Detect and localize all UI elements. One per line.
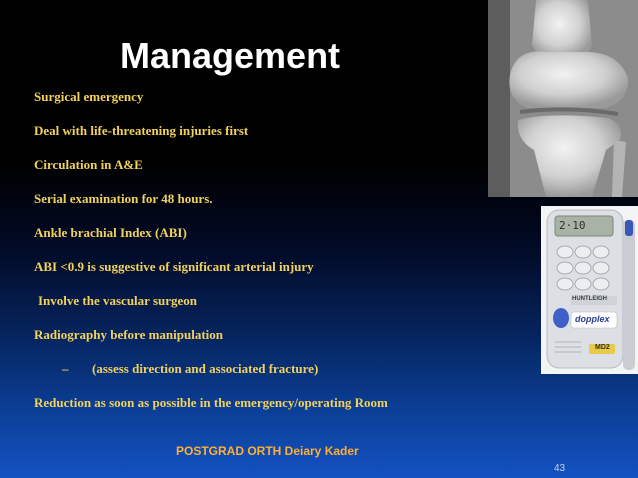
doppler-device <box>541 206 638 374</box>
xray-bones <box>488 0 638 197</box>
doppler-display-text: 2·10 <box>559 219 586 232</box>
bullet-text: Involve the vascular surgeon <box>38 293 198 308</box>
slide-title: Management <box>120 35 341 76</box>
doppler-model-text: MD2 <box>595 344 610 351</box>
bullet-text: Deal with life-threatening injuries first <box>34 123 249 138</box>
bullet-item <box>38 292 197 310</box>
bullet-item <box>34 224 187 242</box>
sub-bullet-item <box>62 360 318 378</box>
bullet-item <box>34 326 223 344</box>
bullet-item <box>34 122 248 140</box>
handheld-doppler-image <box>541 206 638 374</box>
dash-marker: – <box>62 361 69 376</box>
page-number: 43 <box>554 463 566 474</box>
bullet-item <box>34 190 213 208</box>
bullet-text: (assess direction and associated fracture) <box>92 361 319 376</box>
bullet-text: Serial examination for 48 hours. <box>34 191 213 206</box>
footer-author: POSTGRAD ORTH Deiary Kader <box>176 444 359 458</box>
bullet-item <box>34 88 143 106</box>
doppler-logo-text: dopplex <box>575 314 610 324</box>
bullet-text: Reduction as soon as possible in the emergency/operating Room <box>34 395 388 410</box>
bullet-text: Radiography before manipulation <box>34 327 224 342</box>
bullet-item <box>34 258 314 276</box>
knee-xray-image <box>488 0 638 197</box>
bullet-text: Surgical emergency <box>34 89 144 104</box>
bullet-text: ABI <0.9 is suggestive of significant arterial injury <box>34 259 314 274</box>
doppler-brand-text: HUNTLEIGH <box>572 296 607 302</box>
bullet-text: Ankle brachial Index (ABI) <box>34 225 187 240</box>
bullet-item <box>34 394 388 412</box>
bullet-item <box>34 156 143 174</box>
bullet-text: Circulation in A&E <box>34 157 143 172</box>
